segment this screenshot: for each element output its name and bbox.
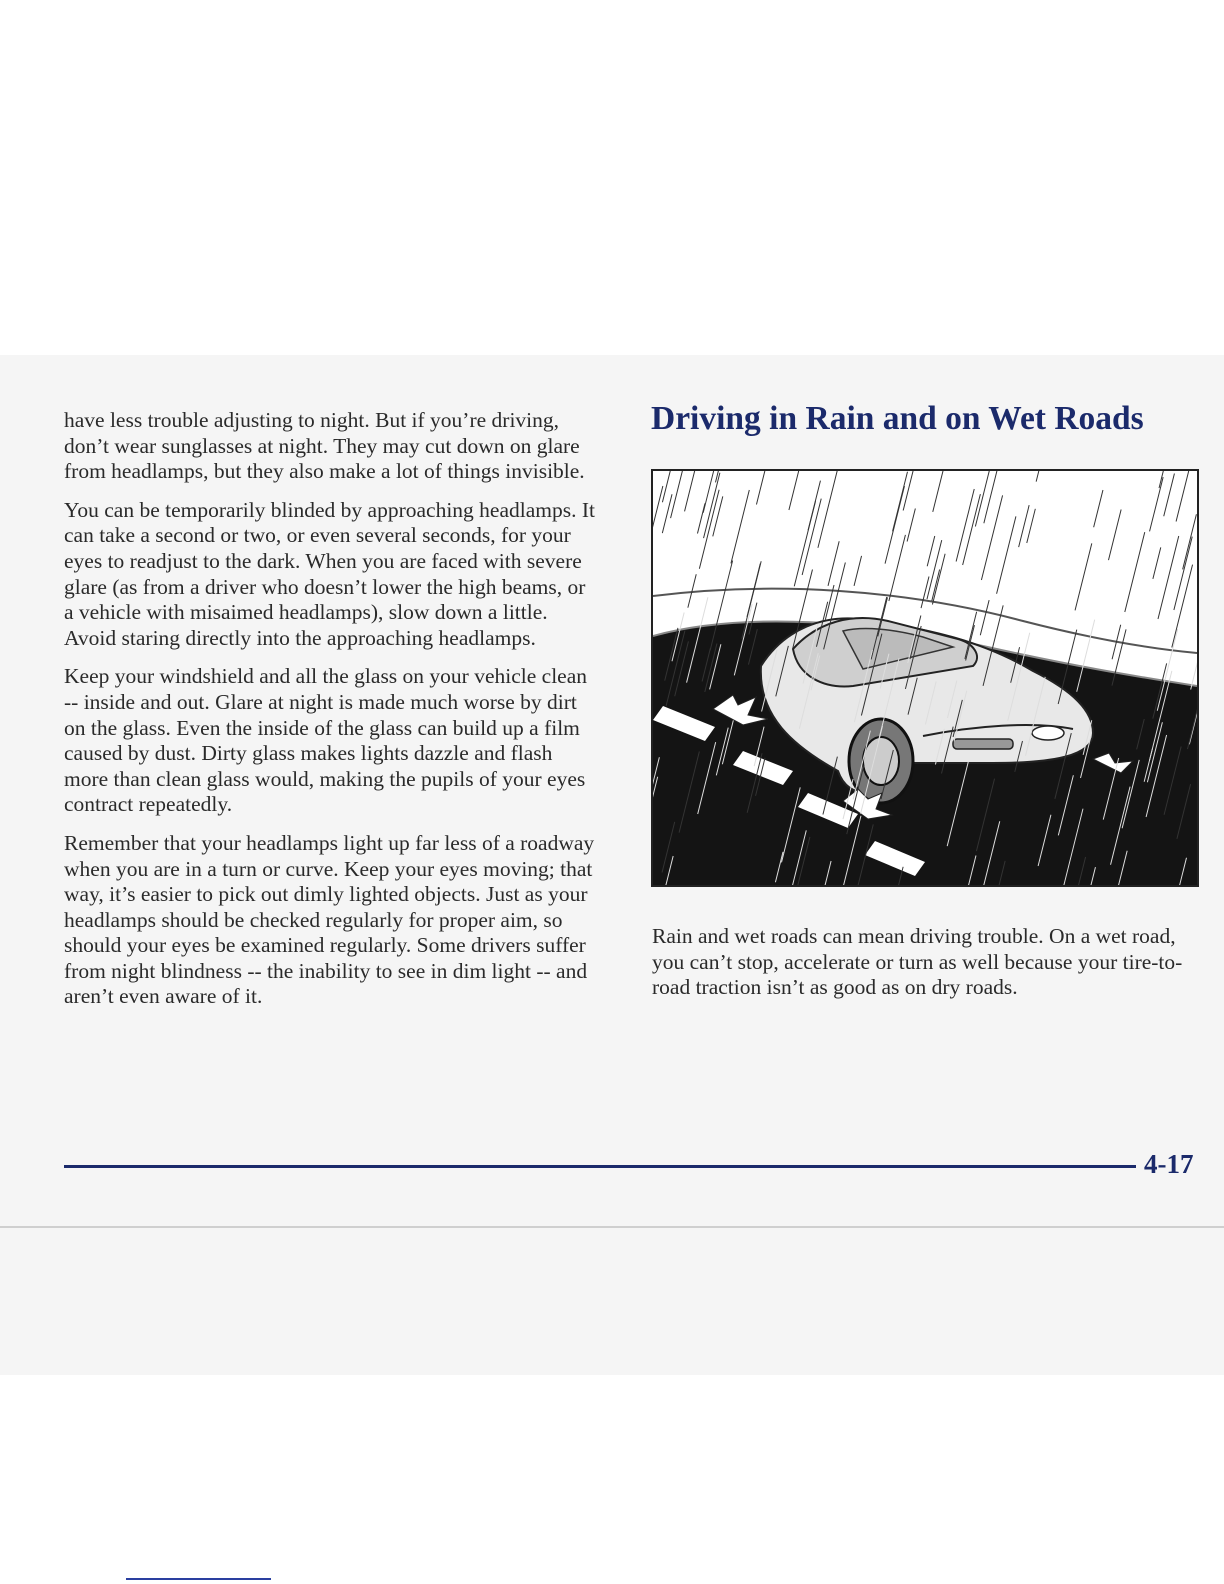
paragraph-night-sunglasses: have less trouble adjusting to night. But if you’re driving, don’t wear sunglasses at night. They may cut down on glare from headlamps, but they also make a lot of things invisible.	[64, 408, 585, 484]
rain-streak	[1108, 509, 1121, 560]
rain-streak	[802, 499, 821, 575]
rain-paragraph: Rain and wet roads can mean driving trouble. On a wet road, you can’t stop, accelerate or turn as well because your tire-to-road traction isn’t as good as on dry roads.	[652, 924, 1183, 1000]
rain-streak	[713, 496, 723, 536]
rain-streak	[854, 556, 862, 586]
rain-streak	[818, 471, 839, 548]
rain-streak	[984, 471, 998, 523]
rain-streak	[1094, 490, 1103, 527]
rain-streak	[1183, 514, 1197, 569]
rain-streak	[889, 535, 906, 601]
rain-streak	[747, 564, 760, 617]
rain-streak	[927, 536, 935, 566]
rain-streak	[907, 509, 915, 542]
rain-streak	[981, 495, 1002, 580]
rain-car-drawing	[653, 471, 1197, 885]
rain-streak	[1174, 537, 1192, 610]
rain-streak	[756, 471, 769, 505]
rain-streak	[697, 503, 705, 533]
rain-streak	[1150, 477, 1164, 531]
page-edge-line	[0, 1226, 1224, 1228]
rain-streak	[932, 554, 945, 605]
rain-streak	[1153, 547, 1161, 578]
rain-streak	[933, 471, 947, 512]
rain-streak	[1158, 536, 1179, 619]
page-number: 4-17	[1144, 1149, 1194, 1179]
rain-streak	[731, 490, 749, 563]
rain-streak	[789, 471, 806, 510]
rain-streak	[699, 490, 719, 569]
rain-streak	[1125, 532, 1145, 612]
rain-streak	[980, 600, 989, 635]
footer-rule	[64, 1165, 1136, 1168]
bottom-link-line[interactable]	[126, 1578, 271, 1580]
rain-streak	[1036, 471, 1047, 482]
rain-streak	[685, 471, 704, 511]
rain-streak	[921, 576, 929, 608]
rain-streak	[662, 494, 672, 533]
rain-streak	[828, 541, 839, 586]
rain-streak	[1176, 471, 1189, 521]
rain-car-illustration	[651, 469, 1199, 887]
paragraph-approaching-headlamps: You can be temporarily blinded by approaching headlamps. It can take a second or two, or even several seconds, for your eyes to readjust to the dark. When you are faced with severe glare (as from a driver who doesn’t lower the high beams, or a vehicle with misaimed headlamps), slow down a little. Avoid staring directly into the approaching headlamps.	[64, 497, 596, 650]
rain-streak	[997, 516, 1016, 593]
rain-streak	[1027, 509, 1036, 543]
paragraph-clean-glass: Keep your windshield and all the glass on your vehicle clean -- inside and out. Glare at night is made much worse by dirt on the glass. Even the inside of the glass can build up a film caused by dust. Dirty glass makes lights dazzle and flash more than clean glass would, making the pupils of your eyes contract repeatedly.	[64, 664, 588, 817]
left-column	[64, 408, 599, 1023]
rain-streak	[1075, 543, 1092, 610]
rain-streak	[903, 471, 916, 511]
rain-streak	[653, 486, 663, 554]
rain-streak	[1164, 474, 1175, 517]
rain-streak	[808, 481, 820, 531]
rain-streak	[704, 473, 720, 538]
section-heading: Driving in Rain and on Wet Roads	[651, 400, 1144, 437]
rain-streak	[956, 489, 974, 562]
paragraph-headlamps-in-turns: Remember that your headlamps light up far less of a roadway when you are in a turn or curve. Keep your eyes moving; that way, it’s easier to pick out dimly lighted objects. Just as your headlamps should be checked regularly for proper aim, so should your eyes be examined regularly. Some drivers suffer from night blindness -- the inability to see in dim light -- and aren’t even aware of it.	[64, 830, 595, 1009]
rain-streak	[963, 494, 981, 565]
